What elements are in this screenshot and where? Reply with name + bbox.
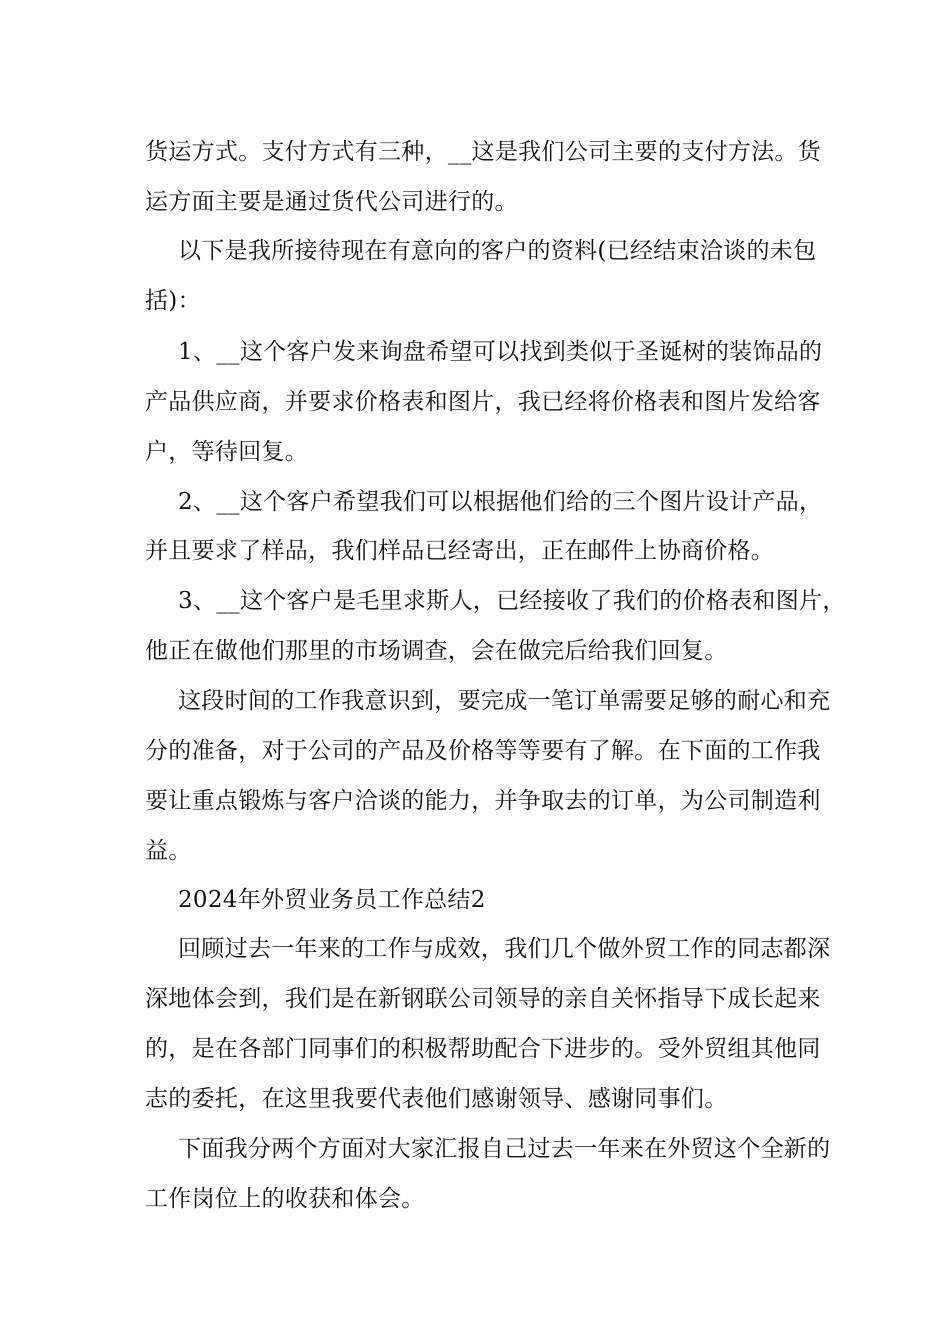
text-line: 户，等待回复。	[145, 439, 309, 465]
text-line: 这段时间的工作我意识到，要完成一笔订单需要足够的耐心和充	[178, 688, 831, 714]
text-line: 运方面主要是通过货代公司进行的。	[145, 189, 518, 215]
text-line: 的，是在各部门同事们的积极帮助配合下进步的。受外贸组其他同	[145, 1036, 821, 1062]
text-line: 下面我分两个方面对大家汇报自己过去一年来在外贸这个全新的	[178, 1136, 831, 1162]
text-line: 要让重点锻炼与客户洽谈的能力，并争取去的订单，为公司制造利	[145, 788, 821, 814]
text-line: 货运方式。支付方式有三种，__这是我们公司主要的支付方法。货	[145, 139, 821, 165]
text-line: 他正在做他们那里的市场调查，会在做完后给我们回复。	[145, 638, 728, 664]
text-line: 工作岗位上的收获和体会。	[145, 1186, 425, 1212]
text-line: 并且要求了样品，我们样品已经寄出，正在邮件上协商价格。	[145, 538, 775, 564]
text-line: 分的准备，对于公司的产品及价格等等要有了解。在下面的工作我	[145, 738, 821, 764]
text-line: 益。	[145, 838, 192, 864]
text-line: 2、__这个客户希望我们可以根据他们给的三个图片设计产品，	[178, 489, 823, 515]
text-line: 3、__这个客户是毛里求斯人，已经接收了我们的价格表和图片，	[178, 588, 846, 614]
text-line: 以下是我所接待现在有意向的客户的资料(已经结束洽谈的未包	[178, 238, 817, 264]
text-line: 回顾过去一年来的工作与成效，我们几个做外贸工作的同志都深	[178, 936, 831, 962]
text-line: 志的委托，在这里我要代表他们感谢领导、感谢同事们。	[145, 1086, 728, 1112]
text-line: 深地体会到，我们是在新钢联公司领导的亲自关怀指导下成长起来	[145, 986, 821, 1012]
section-heading: 2024年外贸业务员工作总结2	[178, 887, 486, 913]
text-line: 括)：	[145, 288, 201, 314]
text-line: 1、__这个客户发来询盘希望可以找到类似于圣诞树的装饰品的	[178, 339, 823, 365]
text-line: 产品供应商，并要求价格表和图片，我已经将价格表和图片发给客	[145, 389, 821, 415]
